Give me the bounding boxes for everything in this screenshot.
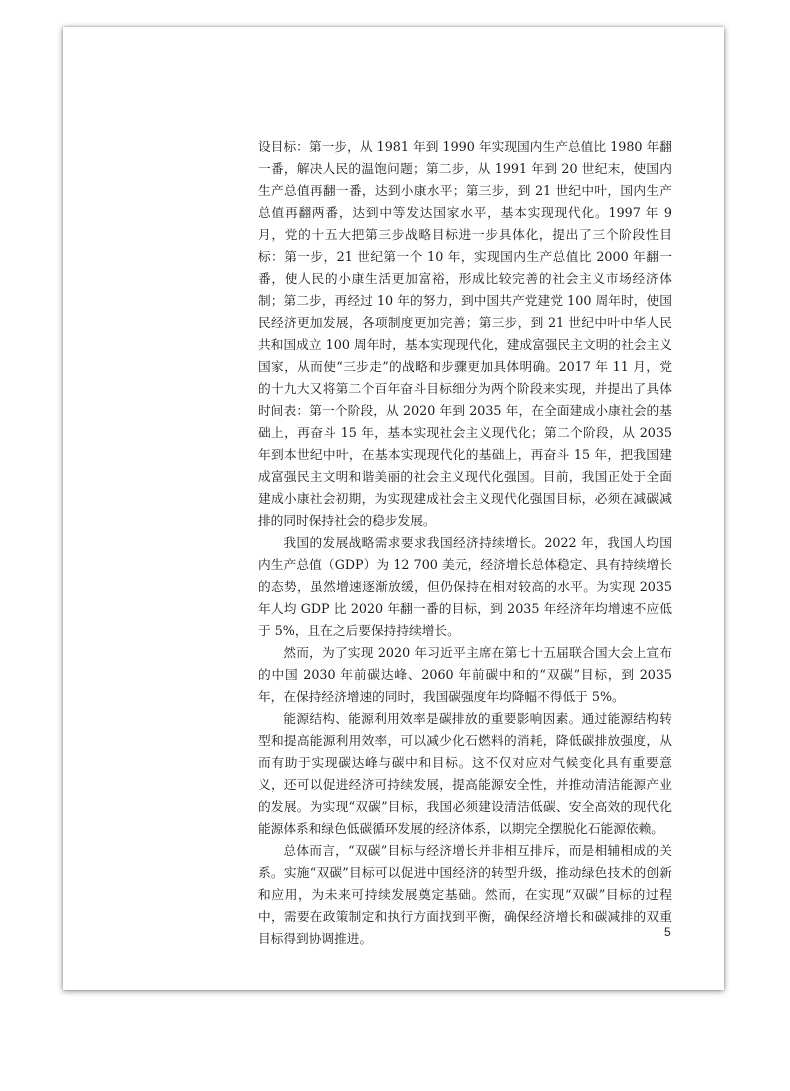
body-text (258, 136, 672, 950)
paragraph-development-demand: 我国的发展战略需求要求我国经济持续增长。2022 年，我国人均国内生产总值（GDP）为 12 700 美元，经济增长总体稳定、具有持续增长的态势，虽然增速逐渐放缓，但仍保持在相对较高的水平。为实现 2035 年人均 GDP 比 2020 年翻一番的目标，到 2035 年经济年均增速不应低于 5%，且在之后要保持持续增长。 (258, 535, 672, 638)
paragraph-dual-carbon-goal: 然而，为了实现 2020 年习近平主席在第七十五届联合国大会上宣布的中国 2030 年前碳达峰、2060 年前碳中和的“双碳”目标，到 2035 年，在保持经济增速的同时，我国碳强度年均降幅不得低于 5%。 (258, 645, 672, 704)
paragraph-conclusion: 总体而言，“双碳”目标与经济增长并非相互排斥，而是相辅相成的关系。实施“双碳”目标可以促进中国经济的转型升级，推动绿色技术的创新和应用，为未来可持续发展奠定基础。然而，在实现“双碳”目标的过程中，需要在政策制定和执行方面找到平衡，确保经济增长和碳减排的双重目标得到协调推进。 (258, 843, 672, 946)
paragraph-continuation: 设目标：第一步，从 1981 年到 1990 年实现国内生产总值比 1980 年翻一番，解决人民的温饱问题；第二步，从 1991 年到 20 世纪末，使国内生产总值再翻一番，达到小康水平；第三步，到 21 世纪中叶，国内生产总值再翻两番，达到中等发达国家水平，基本实现现代化。1997 年 9 月，党的十五大把第三步战略目标进一步具体化，提出了三个阶段性目标：第一步，21 世纪第一个 10 年，实现国内生产总值比 2000 年翻一番，使人民的小康生活更加富裕，形成比较完善的社会主义市场经济体制；第二步，再经过 10 年的努力，到中国共产党建党 100 周年时，使国民经济更加发展，各项制度更加完善；第三步，到 21 世纪中叶中华人民共和国成立 100 周年时，基本实现现代化，建成富强民主文明的社会主义国家，从而使“三步走”的战略和步骤更加具体明确。2017 年 11 月，党的十九大又将第二个百年奋斗目标细分为两个阶段来实现，并提出了具体时间表：第一个阶段，从 2020 年到 2035 年，在全面建成小康社会的基础上，再奋斗 15 年，基本实现社会主义现代化；第二个阶段，从 2035 年到本世纪中叶，在基本实现现代化的基础上，再奋斗 15 年，把我国建成富强民主文明和谐美丽的社会主义现代化强国。目前，我国正处于全面建成小康社会初期，为实现建成社会主义现代化强国目标，必须在减碳减排的同时保持社会的稳步发展。 (258, 139, 672, 528)
paragraph-energy-structure: 能源结构、能源利用效率是碳排放的重要影响因素。通过能源结构转型和提高能源利用效率，可以减少化石燃料的消耗，降低碳排放强度，从而有助于实现碳达峰与碳中和目标。这不仅对应对气候变化具有重要意义，还可以促进经济可持续发展，提高能源安全性，并推动清洁能源产业的发展。为实现“双碳”目标，我国必须建设清洁低碳、安全高效的现代化能源体系和绿色低碳循环发展的经济体系，以期完全摆脱化石能源依赖。 (258, 711, 672, 836)
page-number: 5 (664, 925, 671, 939)
